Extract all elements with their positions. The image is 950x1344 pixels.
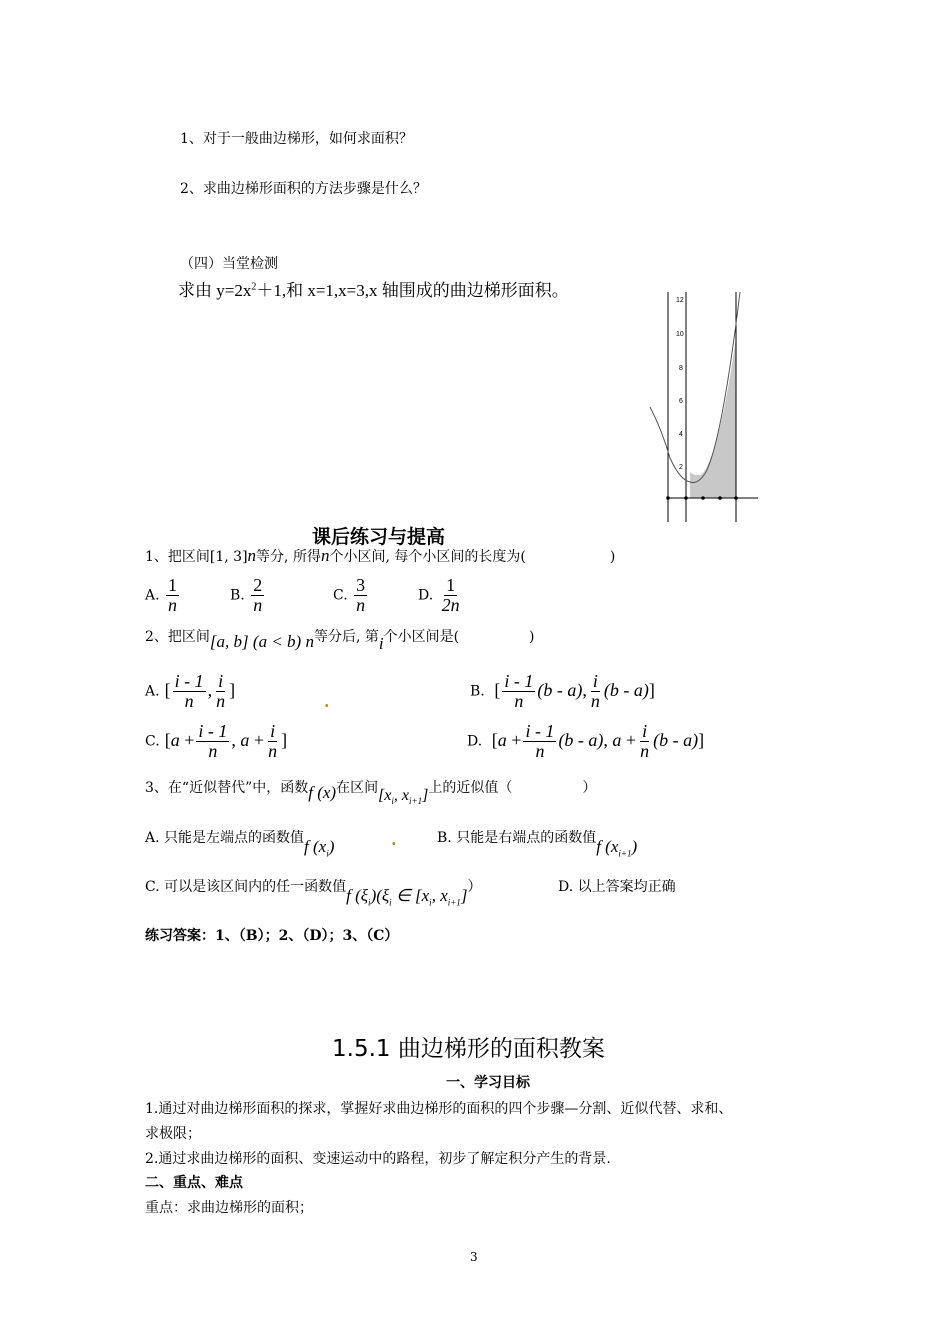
ex3-option-b: B. 只能是右端点的函数值f $(x_{i+1})$ — [437, 830, 638, 859]
parabola-graph — [640, 290, 760, 522]
ex3-option-d: D. 以上答案均正确 — [558, 879, 676, 895]
y-tick-2: 2 — [679, 464, 683, 471]
exercise-1: 1、把区间[1, 3]n等分, 所得n个小区间, 每个小区间的长度为( ) — [145, 546, 616, 565]
section-4-problem: 求由 $y=2x^2+1$,和 x=1,x=3,x 轴围成的曲边梯形面积。 — [178, 281, 569, 300]
ex2-option-d: D. [a + $\frac{i - 1}{n}$ (b - a), a + $\frac{i}{n}$ (b - a)] — [467, 721, 705, 761]
page-number: 3 — [470, 1250, 478, 1264]
ex2-option-a: A. [ $\frac{i - 1}{n}$ , $\frac{i}{n}$ ] — [145, 671, 236, 711]
key-point: 重点：求曲边梯形的面积； — [145, 1200, 313, 1216]
decorative-dot: . — [324, 692, 330, 711]
ex1-option-a: A. $\frac{1}{n}$ — [145, 575, 178, 615]
y-tick-4: 4 — [679, 431, 683, 438]
goal-heading: 一、学习目标 — [446, 1075, 530, 1091]
question-2: 2、求曲边梯形面积的方法步骤是什么？ — [180, 181, 427, 197]
answers: 练习答案：1、（B）；2、（D）；3、（C） — [145, 928, 399, 944]
question-1: 1、对于一般曲边梯形，如何求面积？ — [180, 131, 413, 147]
lesson-title: 1.5.1 曲边梯形的面积教案 — [332, 1036, 605, 1062]
decorative-dot-2: . — [391, 830, 397, 849]
ex2-option-c: C. [a + $\frac{i - 1}{n}$ , a + $\frac{i}{n}$ ] — [145, 721, 288, 761]
y-tick-10: 10 — [676, 331, 684, 338]
ex1-option-c: C. $\frac{3}{n}$ — [333, 575, 366, 615]
goal-1-line-2: 求极限； — [145, 1126, 201, 1142]
ex3-option-c: C. 可以是该区间内的任一函数值f $(\xi_i)(\xi_i$ ∈ [$x_i$, $x_{i+1}$]） — [145, 879, 482, 908]
ex1-option-b: B. $\frac{2}{n}$ — [230, 575, 263, 615]
goal-2: 2.通过求曲边梯形的面积、变速运动中的路程，初步了解定积分产生的背景. — [145, 1151, 611, 1167]
exercise-title: 课后练习与提高 — [312, 526, 446, 548]
y-tick-8: 8 — [679, 365, 683, 372]
ex2-option-b: B. [ $\frac{i - 1}{n}$ (b - a), $\frac{i}{n}$ (b - a)] — [470, 671, 655, 711]
key-heading: 二、重点、难点 — [145, 1175, 243, 1191]
goal-1-line-1: 1.通过对曲边梯形面积的探求，掌握好求曲边梯形的面积的四个步骤—分割、近似代替、求和、 — [145, 1101, 733, 1117]
y-tick-6: 6 — [679, 398, 683, 405]
ex1-option-d: D. $\frac{1}{2n}$ — [418, 575, 460, 615]
ex3-option-a: A. 只能是左端点的函数值f $(x_i)$ — [145, 830, 335, 859]
exercise-2: 2、把区间[a, b] (a < b) n等分后, 第i个小区间是( ) — [145, 629, 535, 653]
section-4-heading: （四）当堂检测 — [180, 256, 278, 272]
exercise-3: 3、在“近似替代”中，函数f (x)在区间[$x_i$, $x_{i+1}$]上的近似值（ ） — [145, 780, 597, 807]
y-tick-12: 12 — [676, 297, 684, 304]
